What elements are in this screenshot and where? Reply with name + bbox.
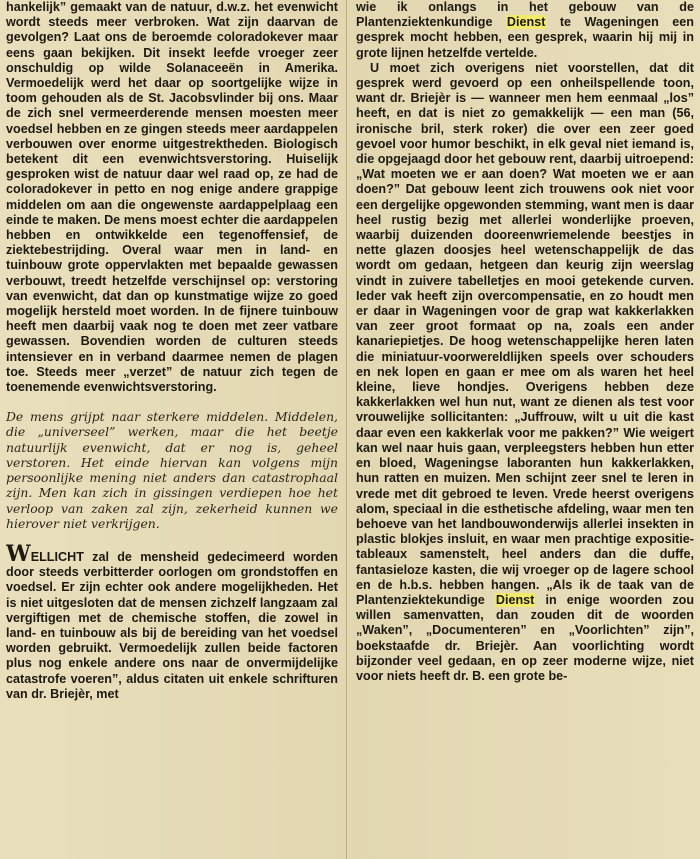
column-divider bbox=[346, 0, 347, 859]
right-paragraph-1 bbox=[356, 0, 694, 61]
left-paragraph-2-text: ELLICHT zal de mensheid gedecimeerd worden door steeds verbitterder oorlogen om grondstoffen en voedsel. Er zijn echter ook andere mogelijkheden. Het is niet uitgesloten dat de mensen zichzelf langzaam zal vergiftigen met de chemische stoffen, die zowel in land- en tuinbouw als bij de bereiding van het voedsel worden gebruikt. Vermoedelijk zullen beide factoren plus nog enkele andere ons naar de onvermijdelijke catastrofe voeren”, aldus citaten uit enkele schrifturen van dr. Briejèr, met bbox=[6, 549, 338, 701]
left-column bbox=[6, 0, 338, 859]
right-p2-text: U moet zich overigens niet voorstellen, dat dit gesprek werd gevoerd op een onheilspellende toon, want dr. Briejèr is — wanneer men hem eenmaal „los” heeft, en dat is niet zo gemakkelijk — een man (56, ironische bril, sterk roker) die over een zeer goed gevoel voor humor beschikt, in elk geval niet iemand is, die opgejaagd door het gebouw rent, daarbij uitroepend: „Wat moeten we er aan doen? Wat moeten we er aan doen?” Dat gebouw leent zich trouwens ook niet voor een dergelijke opgewonden stemming, want men is daar heel rustig bezig met allerlei wonderlijke proeven, waarbij duizenden dooreenwriemelende beestjes in nette glazen doosjes heel wetenschappelijk de das wordt om gedaan, hetgeen dan keurig zijn weerslag vindt in zuivere tabelletjes en mooi getekende curven. Ieder vak heeft zijn overcompensatie, en zo houdt men er daar in Wageningen voor de grap wat kakkerlakken van zeer groot formaat op na, zoals een ander kanariepietjes. De hoog wetenschappelijke heren laten die miniatuur-voorwereldlijken speels over schouders en nek lopen en gaan er mee om als waren het heel kleine, lieve hondjes. Overigens hebben deze kakkerlakken wel hun nut, want ze dienen als test voor vrouwelijke sollicitanten: „Juffrouw, wilt u uit die kast daar even een kakkerlak voor me pakken?” Wie weigert kan wel naar huis gaan, verpleegsters hebben hun etter en bloed, Wageningse laboranten hun kakkerlakken, hun ratten en muizen. Men schijnt zeer snel te leren in vrede met dit gebroed te leven. Vrede heerst overigens alom, speciaal in die esthetische afdeling, waar men ten behoeve van het landbouwonderwijs allerlei insekten in plastic blokjes insluit, en waar men prachtige expositie-tableaux samenstelt, heel anders dan die duffe, fantasieloze kasten, die wij vroeger op de lagere school en de h.b.s. hebben hangen. „Als ik de taak van de Plantenziektekundige bbox=[356, 60, 694, 607]
right-p1-after: te Wageningen een gesprek mocht hebben, een gesprek, waarin hij mij in grote lijnen hetzelfde vertelde. bbox=[356, 15, 694, 60]
italic-quote: De mens grijpt naar sterkere middelen. Middelen, die „universeel” werken, maar die het beetje natuurlijk evenwicht, dat er nog is, geheel verstoren. Het einde hiervan kan volgens mijn persoonlijke mening niet anders dan catastrophaal zijn. Men kan zich in gissingen verdiepen hoe het verloop van zaken zal zijn, zekerheid kunnen we hierover niet verkrijgen. bbox=[6, 409, 338, 531]
dropcap-letter: W bbox=[6, 540, 31, 567]
left-paragraph-1: hankelijk” gemaakt van de natuur, d.w.z. het evenwicht wordt steeds meer verbroken. Wat zijn daarvan de gevolgen? Laat ons de beroemde coloradokever maar eens gaan bekijken. Dit insekt leefde vroeger zeer onschuldig op wilde Solanaceeën in Amerika. Vermoedelijk werd het daar op soortgelijke wijze in toom gehouden als de St. Jacobsvlinder bij ons. Maar de zich snel vermeerderende mensen moesten meer voedsel hebben en ze gingen steeds meer aardappelen verbouwen over enorme uitgestrektheden. Biologisch betekent dit een evenwichtsverstoring. Huiselijk gesproken wist de natuur daar wel raad op, ze had de coloradokever in petto en nog enige andere grappige middelen om aan die ongewenste aardappelplaag een einde te maken. De mens moest echter die aardappelen hebben en ontwikkelde een tegenoffensief, de ziektebestrijding. Overal waar men in land- en tuinbouw grote oppervlakten met bepaalde gewassen verbouwt, treedt hetzelfde verschijnsel op: verstoring van evenwicht, dat dan op kunstmatige wijze zo goed mogelijk hersteld moet worden. In de fijnere tuinbouw heeft men daarbij vaak nog te doen met zeer vatbare gewassen. Bovendien worden de culturen steeds intensiever en in verband daarmee nemen de plagen toe. Steeds meer „verzet” de natuur zich tegen de toenemende evenwichtsverstoring. bbox=[6, 0, 338, 395]
left-paragraph-2 bbox=[6, 540, 338, 702]
right-paragraph-2 bbox=[356, 61, 694, 684]
right-p2-after: in enige woorden zou willen samenvatten, dan zouden dit de woorden „Waken”, „Documenteren” en „Voorlichten” zijn”, boekstaafde dr. Briejèr. Aan voorlichting wordt bijzonder veel gedaan, en op zeer moderne wijze, niet voor niets heeft dr. B. een grote be- bbox=[356, 592, 694, 683]
highlighted-word-dienst-2: Dienst bbox=[495, 592, 535, 607]
highlighted-word-dienst-1: Dienst bbox=[506, 15, 546, 30]
right-column bbox=[356, 0, 694, 859]
right-p1-before: wie ik onlangs in het gebouw van de Plantenziektenkundige bbox=[356, 0, 694, 30]
